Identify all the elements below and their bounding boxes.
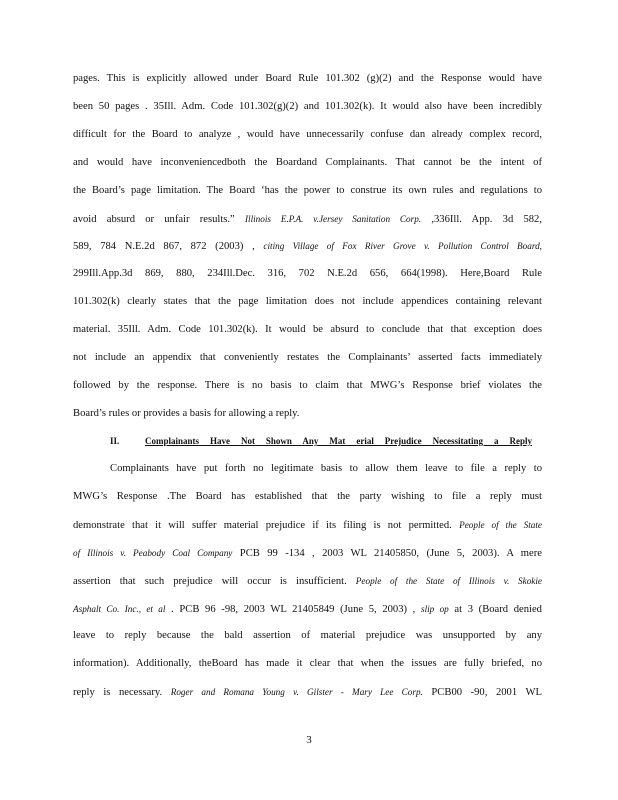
text-segment: assertion that such prejudice will occur is insufficient. xyxy=(73,575,356,587)
text-segment: 299Ill.App.3d 869, 880, 234Ill.Dec. 316, 702 N.E.2d 656, 664(1998). Here,Board Rule xyxy=(73,268,542,280)
case-citation: Asphalt Co. Inc., et al xyxy=(73,603,166,614)
case-citation: People of the State xyxy=(459,519,542,530)
text-line xyxy=(73,490,542,504)
text-segment: material. 35Ill. Adm. Code 101.302(k). It would be absurd to conclude that that exception does xyxy=(73,324,542,336)
case-citation: Roger and Romana Young v. Gilster - Mary Lee Corp. xyxy=(170,687,423,698)
text-segment: pages. This is explicitly allowed under Board Rule 101.302 (g)(2) and the Response would have xyxy=(73,73,542,84)
text-line xyxy=(73,657,542,671)
section-heading xyxy=(110,434,532,448)
text-line xyxy=(73,184,542,198)
text-segment: 589, 784 N.E.2d 867, 872 (2003) , xyxy=(73,241,264,253)
case-citation: slip op xyxy=(421,603,449,614)
text-line xyxy=(73,239,542,254)
case-citation: of Illinois v. Peabody Coal Company xyxy=(73,547,233,558)
text-segment: avoid absurd or unfair results.” xyxy=(73,213,245,225)
text-line xyxy=(73,574,542,589)
text-line xyxy=(73,518,542,533)
text-line xyxy=(73,128,542,142)
text-line xyxy=(73,295,542,309)
text-segment: PCB00 -90, 2001 WL xyxy=(422,687,542,699)
text-segment: followed by the response. There is no basis to claim that MWG’s Response brief violates the xyxy=(73,379,542,391)
text-line xyxy=(73,685,542,700)
text-line xyxy=(73,629,542,643)
text-segment: ,336Ill. App. 3d 582, xyxy=(421,213,542,225)
text-line xyxy=(73,351,542,365)
text-line xyxy=(73,72,542,86)
text-segment: 101.302(k) clearly states that the page limitation does not include appendices containing relevant xyxy=(73,296,542,308)
text-segment: not include an appendix that conveniently restates the Complainants’ asserted facts immediately xyxy=(73,352,542,363)
text-line xyxy=(73,323,542,337)
text-segment: the Board’s page limitation. The Board ‘has the power to construe its own rules and regulations to xyxy=(73,184,542,196)
page-number: 3 xyxy=(306,734,312,746)
text-segment: Board’s rules or provides a basis for allowing a reply. xyxy=(73,407,300,419)
section-title: Complainants Have Not Shown Any Mat erial Prejudice Necessitating a Reply xyxy=(145,436,532,446)
text-segment: been 50 pages . 35Ill. Adm. Code 101.302(g)(2) and 101.302(k). It would also have been incredibly xyxy=(73,100,542,112)
case-citation: People of the State of Illinois v. Skokie xyxy=(355,575,542,586)
text-line xyxy=(73,267,542,281)
text-segment: PCB 99 -134 , 2003 WL 21405850, (June 5, 2003). A mere xyxy=(232,547,542,559)
text-segment: and would have inconveniencedboth the Boardand Complainants. That cannot be the intent of xyxy=(73,156,542,168)
case-citation: citing Village of Fox River Grove v. Pollution Control Board, xyxy=(263,241,542,252)
text-line xyxy=(73,546,542,561)
text-line xyxy=(73,379,542,393)
text-segment: difficult for the Board to analyze , would have unnecessarily confuse dan already complex record, xyxy=(73,128,542,140)
text-line xyxy=(73,602,542,617)
text-segment: MWG’s Response .The Board has established that the party wishing to file a reply must xyxy=(73,490,542,502)
text-segment: leave to reply because the bald assertion of material prejudice was unsupported by any xyxy=(73,630,542,642)
text-segment: demonstrate that it will suffer material prejudice if its filing is not permitted. xyxy=(73,519,460,531)
text-line xyxy=(73,212,542,227)
text-line xyxy=(73,100,542,114)
text-segment: at 3 (Board denied xyxy=(448,603,542,615)
text-segment: . PCB 96 -98, 2003 WL 21405849 (June 5, 2003) , xyxy=(165,603,421,615)
text-line xyxy=(110,462,542,476)
text-segment: Complainants have put forth no legitimate basis to allow them leave to file a reply to xyxy=(110,463,542,474)
text-line xyxy=(73,156,542,170)
case-citation: Illinois E.P.A. v.Jersey Sanitation Corp. xyxy=(244,213,422,224)
section-number: II. xyxy=(110,436,120,446)
text-segment: reply is necessary. xyxy=(73,687,171,699)
text-line xyxy=(73,407,542,421)
text-segment: information). Additionally, theBoard has made it clear that when the issues are fully briefed, no xyxy=(73,658,542,670)
